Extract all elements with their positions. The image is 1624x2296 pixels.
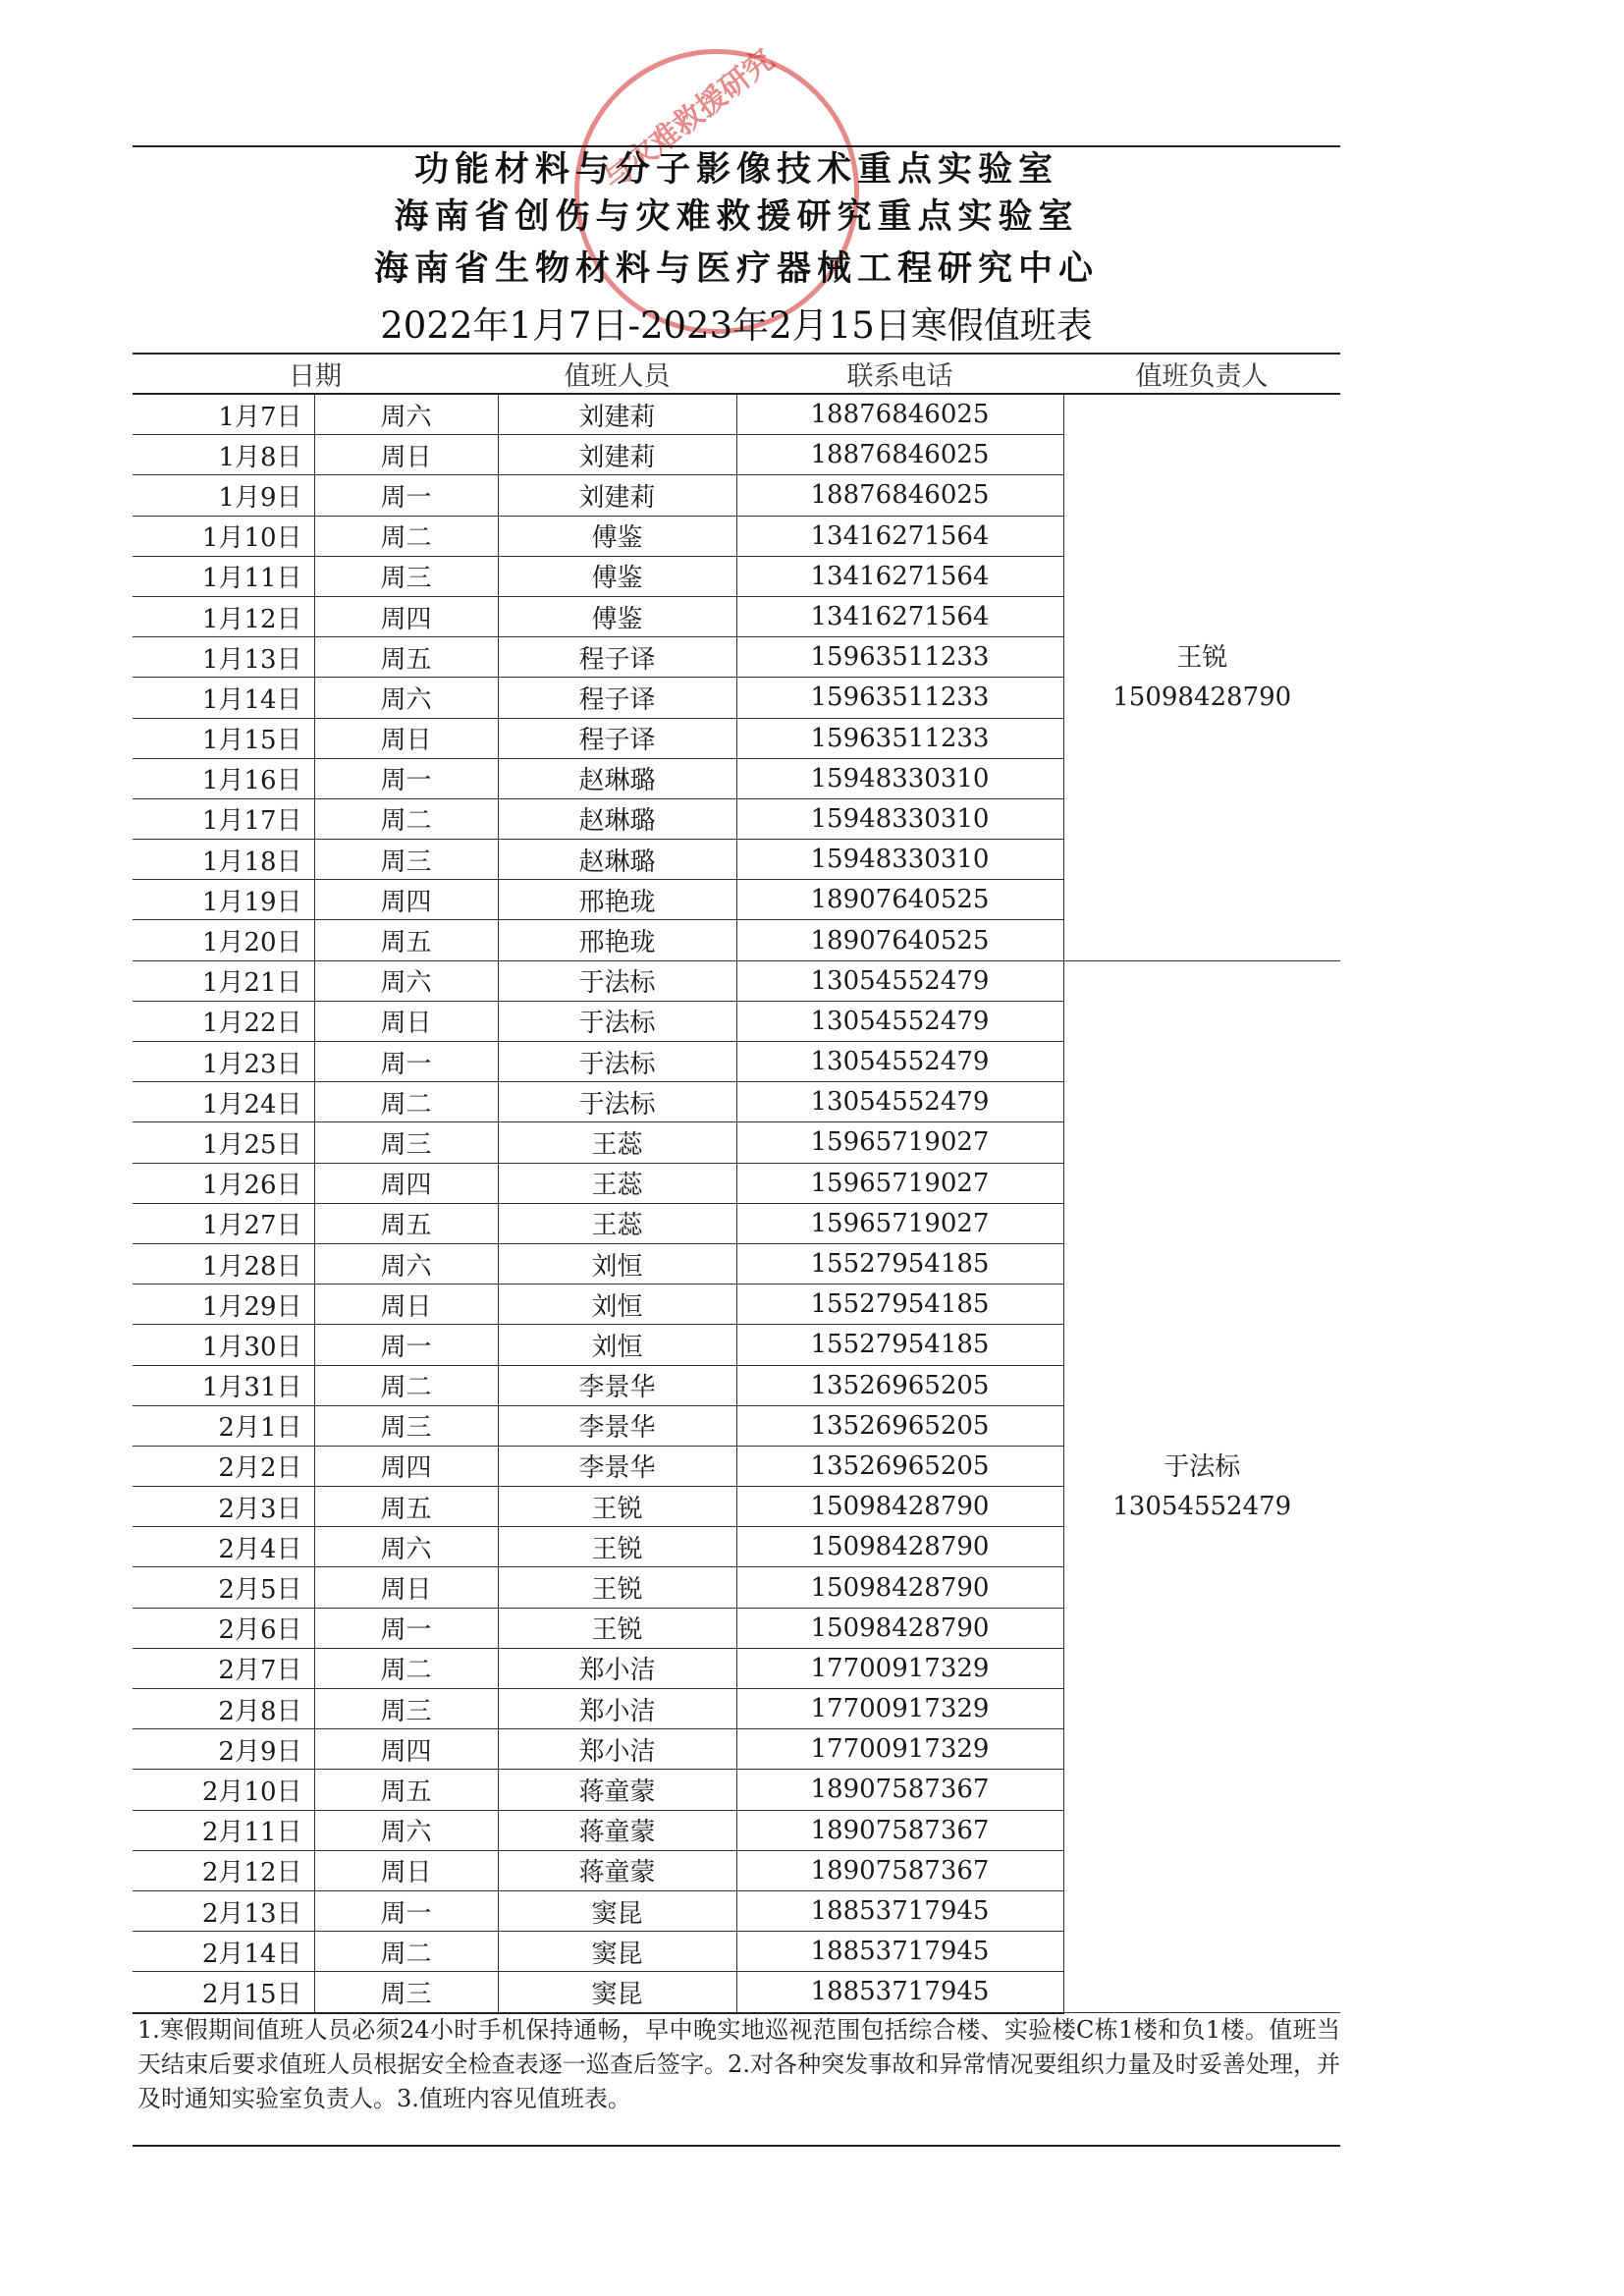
person-cell: 刘恒 — [498, 1325, 736, 1365]
table-row — [133, 394, 1340, 435]
weekday-cell: 周六 — [314, 1810, 498, 1850]
weekday-cell: 周三 — [314, 1689, 498, 1729]
header-line-2: 海南省创伤与灾难救援研究重点实验室 — [394, 196, 1079, 237]
weekday-cell: 周二 — [314, 1932, 498, 1972]
date-cell: 1月26日 — [133, 1163, 314, 1203]
person-cell: 王蕊 — [498, 1163, 736, 1203]
phone-cell: 18876846025 — [736, 475, 1063, 516]
date-cell: 1月18日 — [133, 840, 314, 880]
date-cell: 1月23日 — [133, 1042, 314, 1082]
duty-table-body — [133, 394, 1340, 2013]
phone-cell: 18907640525 — [736, 880, 1063, 920]
date-cell: 2月5日 — [133, 1567, 314, 1608]
date-cell: 2月11日 — [133, 1810, 314, 1850]
person-cell: 傅鉴 — [498, 516, 736, 556]
person-cell: 程子译 — [498, 637, 736, 678]
weekday-cell: 周三 — [314, 1122, 498, 1163]
leader-phone: 15098428790 — [1112, 682, 1292, 712]
phone-cell: 13416271564 — [736, 516, 1063, 556]
person-cell: 窦昆 — [498, 1932, 736, 1972]
date-cell: 2月1日 — [133, 1405, 314, 1446]
weekday-cell: 周四 — [314, 1729, 498, 1770]
phone-cell: 15527954185 — [736, 1243, 1063, 1284]
date-cell: 1月14日 — [133, 678, 314, 718]
weekday-cell: 周六 — [314, 394, 498, 435]
phone-cell: 15965719027 — [736, 1163, 1063, 1203]
leader-name: 王锐 — [1176, 642, 1228, 673]
phone-cell: 15098428790 — [736, 1487, 1063, 1527]
date-cell: 2月3日 — [133, 1487, 314, 1527]
date-cell: 1月25日 — [133, 1122, 314, 1163]
phone-cell: 15098428790 — [736, 1608, 1063, 1648]
phone-cell: 15527954185 — [736, 1325, 1063, 1365]
person-cell: 郑小洁 — [498, 1689, 736, 1729]
person-cell: 窦昆 — [498, 1890, 736, 1931]
date-cell: 1月13日 — [133, 637, 314, 678]
date-cell: 2月12日 — [133, 1850, 314, 1890]
phone-cell: 15948330310 — [736, 798, 1063, 839]
leader-cell — [1063, 960, 1340, 2012]
weekday-cell: 周日 — [314, 1567, 498, 1608]
phone-cell: 13416271564 — [736, 556, 1063, 596]
weekday-cell: 周五 — [314, 1203, 498, 1243]
person-cell: 程子译 — [498, 678, 736, 718]
weekday-cell: 周一 — [314, 758, 498, 798]
phone-cell: 18907587367 — [736, 1810, 1063, 1850]
phone-cell: 13526965205 — [736, 1365, 1063, 1405]
duty-table — [133, 353, 1340, 2014]
date-cell: 2月13日 — [133, 1890, 314, 1931]
date-cell: 1月19日 — [133, 880, 314, 920]
date-cell: 2月4日 — [133, 1527, 314, 1567]
date-cell: 1月7日 — [133, 394, 314, 435]
phone-cell: 15948330310 — [736, 758, 1063, 798]
weekday-cell: 周二 — [314, 1648, 498, 1688]
person-cell: 于法标 — [498, 1082, 736, 1122]
weekday-cell: 周日 — [314, 435, 498, 475]
weekday-cell: 周三 — [314, 1405, 498, 1446]
weekday-cell: 周一 — [314, 1890, 498, 1931]
weekday-cell: 周四 — [314, 1163, 498, 1203]
person-cell: 于法标 — [498, 960, 736, 1001]
date-cell: 2月10日 — [133, 1770, 314, 1810]
date-cell: 1月15日 — [133, 718, 314, 758]
person-cell: 王锐 — [498, 1567, 736, 1608]
column-header-person: 值班人员 — [498, 354, 736, 394]
person-cell: 郑小洁 — [498, 1648, 736, 1688]
date-cell: 2月7日 — [133, 1648, 314, 1688]
date-cell: 1月29日 — [133, 1285, 314, 1325]
phone-cell: 18853717945 — [736, 1890, 1063, 1931]
weekday-cell: 周日 — [314, 1285, 498, 1325]
person-cell: 刘建莉 — [498, 394, 736, 435]
weekday-cell: 周五 — [314, 637, 498, 678]
date-cell: 1月30日 — [133, 1325, 314, 1365]
phone-cell: 13526965205 — [736, 1446, 1063, 1486]
phone-cell: 18907640525 — [736, 920, 1063, 960]
person-cell: 刘恒 — [498, 1243, 736, 1284]
weekday-cell: 周四 — [314, 596, 498, 636]
date-cell: 1月11日 — [133, 556, 314, 596]
date-cell: 1月28日 — [133, 1243, 314, 1284]
phone-cell: 15098428790 — [736, 1527, 1063, 1567]
date-cell: 1月17日 — [133, 798, 314, 839]
weekday-cell: 周六 — [314, 678, 498, 718]
column-header-date: 日期 — [133, 354, 498, 394]
leader-name: 于法标 — [1164, 1451, 1241, 1482]
phone-cell: 15098428790 — [736, 1567, 1063, 1608]
date-cell: 2月6日 — [133, 1608, 314, 1648]
phone-cell: 17700917329 — [736, 1689, 1063, 1729]
header-line-1: 功能材料与分子影像技术重点实验室 — [413, 149, 1058, 190]
date-cell: 1月12日 — [133, 596, 314, 636]
date-cell: 1月16日 — [133, 758, 314, 798]
person-cell: 蒋童蒙 — [498, 1770, 736, 1810]
phone-cell: 17700917329 — [736, 1648, 1063, 1688]
phone-cell: 18853717945 — [736, 1972, 1063, 2013]
phone-cell: 18907587367 — [736, 1850, 1063, 1890]
phone-cell: 13054552479 — [736, 960, 1063, 1001]
weekday-cell: 周日 — [314, 1850, 498, 1890]
phone-cell: 13416271564 — [736, 596, 1063, 636]
phone-cell: 15963511233 — [736, 718, 1063, 758]
table-row — [133, 960, 1340, 1001]
person-cell: 程子译 — [498, 718, 736, 758]
person-cell: 刘恒 — [498, 1285, 736, 1325]
date-cell: 1月9日 — [133, 475, 314, 516]
person-cell: 王蕊 — [498, 1203, 736, 1243]
weekday-cell: 周日 — [314, 718, 498, 758]
leader-phone: 13054552479 — [1112, 1491, 1292, 1521]
weekday-cell: 周二 — [314, 798, 498, 839]
person-cell: 郑小洁 — [498, 1729, 736, 1770]
column-header-phone: 联系电话 — [736, 354, 1063, 394]
person-cell: 王蕊 — [498, 1122, 736, 1163]
person-cell: 赵琳璐 — [498, 798, 736, 839]
date-cell: 1月24日 — [133, 1082, 314, 1122]
person-cell: 刘建莉 — [498, 435, 736, 475]
date-cell: 1月10日 — [133, 516, 314, 556]
person-cell: 王锐 — [498, 1487, 736, 1527]
person-cell: 刘建莉 — [498, 475, 736, 516]
person-cell: 王锐 — [498, 1527, 736, 1567]
phone-cell: 15965719027 — [736, 1203, 1063, 1243]
person-cell: 蒋童蒙 — [498, 1810, 736, 1850]
weekday-cell: 周三 — [314, 1972, 498, 2013]
weekday-cell: 周一 — [314, 1325, 498, 1365]
date-cell: 2月14日 — [133, 1932, 314, 1972]
weekday-cell: 周六 — [314, 1527, 498, 1567]
phone-cell: 13054552479 — [736, 1001, 1063, 1041]
date-cell: 2月2日 — [133, 1446, 314, 1486]
notes-paragraph: 1.寒假期间值班人员必须24小时手机保持通畅，早中晚实地巡视范围包括综合楼、实验楼C栋1楼和负1楼。值班当天结束后要求值班人员根据安全检查表逐一巡查后签字。2.对各种突发事故和异常情况要组织力量及时妥善处理，并及时通知实验室负责人。3.值班内容见值班表。 — [137, 2016, 1340, 2112]
person-cell: 傅鉴 — [498, 556, 736, 596]
weekday-cell: 周二 — [314, 516, 498, 556]
person-cell: 赵琳璐 — [498, 758, 736, 798]
weekday-cell: 周三 — [314, 556, 498, 596]
date-cell: 2月9日 — [133, 1729, 314, 1770]
seal-text: 与灾难救援研究 — [596, 42, 781, 197]
date-cell: 1月31日 — [133, 1365, 314, 1405]
phone-cell: 15527954185 — [736, 1285, 1063, 1325]
weekday-cell: 周六 — [314, 960, 498, 1001]
phone-cell: 17700917329 — [736, 1729, 1063, 1770]
person-cell: 于法标 — [498, 1042, 736, 1082]
person-cell: 邢艳珑 — [498, 920, 736, 960]
phone-cell: 15948330310 — [736, 840, 1063, 880]
header-line-3: 海南省生物材料与医疗器械工程研究中心 — [373, 248, 1099, 289]
weekday-cell: 周一 — [314, 1608, 498, 1648]
weekday-cell: 周三 — [314, 840, 498, 880]
person-cell: 李景华 — [498, 1446, 736, 1486]
weekday-cell: 周六 — [314, 1243, 498, 1284]
phone-cell: 15963511233 — [736, 678, 1063, 718]
person-cell: 于法标 — [498, 1001, 736, 1041]
phone-cell: 18853717945 — [736, 1932, 1063, 1972]
person-cell: 窦昆 — [498, 1972, 736, 2013]
weekday-cell: 周五 — [314, 1770, 498, 1810]
column-header-leader: 值班负责人 — [1063, 354, 1340, 394]
weekday-cell: 周五 — [314, 920, 498, 960]
date-cell: 2月15日 — [133, 1972, 314, 2013]
date-cell: 1月8日 — [133, 435, 314, 475]
roster-title: 2022年1月7日-2023年2月15日寒假值班表 — [380, 304, 1093, 347]
person-cell: 邢艳珑 — [498, 880, 736, 920]
date-cell: 1月21日 — [133, 960, 314, 1001]
weekday-cell: 周二 — [314, 1082, 498, 1122]
person-cell: 傅鉴 — [498, 596, 736, 636]
weekday-cell: 周五 — [314, 1487, 498, 1527]
bottom-rule — [133, 2145, 1340, 2147]
phone-cell: 18876846025 — [736, 394, 1063, 435]
phone-cell: 13526965205 — [736, 1405, 1063, 1446]
phone-cell: 15963511233 — [736, 637, 1063, 678]
date-cell: 1月27日 — [133, 1203, 314, 1243]
phone-cell: 13054552479 — [736, 1082, 1063, 1122]
weekday-cell: 周四 — [314, 880, 498, 920]
date-cell: 1月22日 — [133, 1001, 314, 1041]
phone-cell: 15965719027 — [736, 1122, 1063, 1163]
weekday-cell: 周四 — [314, 1446, 498, 1486]
leader-cell — [1063, 394, 1340, 960]
date-cell: 1月20日 — [133, 920, 314, 960]
phone-cell: 18907587367 — [736, 1770, 1063, 1810]
table-header-row — [133, 354, 1340, 394]
weekday-cell: 周一 — [314, 475, 498, 516]
person-cell: 李景华 — [498, 1365, 736, 1405]
phone-cell: 13054552479 — [736, 1042, 1063, 1082]
phone-cell: 18876846025 — [736, 435, 1063, 475]
weekday-cell: 周日 — [314, 1001, 498, 1041]
person-cell: 蒋童蒙 — [498, 1850, 736, 1890]
weekday-cell: 周一 — [314, 1042, 498, 1082]
date-cell: 2月8日 — [133, 1689, 314, 1729]
person-cell: 王锐 — [498, 1608, 736, 1648]
person-cell: 李景华 — [498, 1405, 736, 1446]
weekday-cell: 周二 — [314, 1365, 498, 1405]
person-cell: 赵琳璐 — [498, 840, 736, 880]
